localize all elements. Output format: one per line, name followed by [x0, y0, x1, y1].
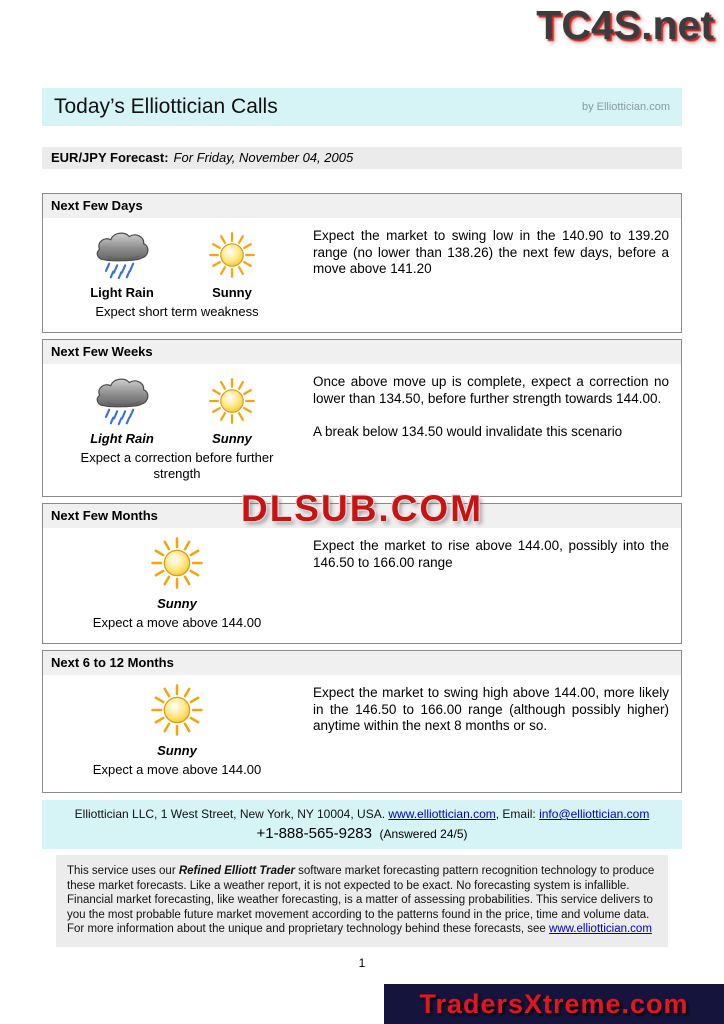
phone-number: +1-888-565-9283 [256, 825, 372, 842]
contact-footer [42, 800, 682, 849]
tradersxtreme-bar [384, 984, 724, 1024]
forecast-paragraph: A break below 134.50 would invalidate this scenario [313, 424, 623, 440]
weather-icon-block [74, 372, 170, 446]
byline: by Elliottician.com [581, 101, 670, 113]
email-label: , Email: [495, 807, 540, 821]
disclaimer-website-link[interactable]: www.elliottician.com [549, 923, 652, 936]
section-next-few-months [42, 503, 682, 644]
weather-icon-label: Sunny [157, 596, 197, 611]
sun-icon [150, 683, 204, 737]
disclaimer [56, 855, 668, 947]
rain-cloud-icon [90, 372, 154, 425]
page-title: Today’s Elliottician Calls [54, 95, 278, 118]
weather-icons-column [43, 218, 311, 332]
weather-icons-column [43, 364, 311, 496]
forecast-paragraph: Expect the market to rise above 144.00, possibly into the 146.50 to 166.00 range [313, 538, 669, 570]
forecast-text [311, 364, 681, 496]
weather-icon-label: Light Rain [90, 285, 154, 300]
section-title: Next 6 to 12 Months [43, 651, 681, 675]
sun-icon [208, 377, 256, 425]
section-title: Next Few Days [43, 194, 681, 218]
weather-caption: Expect a move above 144.00 [92, 762, 262, 777]
section-title: Next Few Weeks [43, 340, 681, 364]
section-next-few-days [42, 193, 682, 333]
phone-line [42, 825, 682, 843]
forecast-paragraph: Expect the market to swing high above 144.00, more likely in the 146.50 to 166.00 range (although possibly higher) anytime within the next 8 months or so. [313, 685, 669, 734]
page-number: 1 [358, 955, 366, 970]
weather-icon-block [129, 683, 225, 758]
section-next-6-to-12-months [42, 650, 682, 793]
weather-caption: Expect a move above 144.00 [92, 615, 262, 630]
forecast-date: For Friday, November 04, 2005 [173, 150, 354, 165]
weather-icon-block [74, 226, 170, 300]
weather-icon-label: Sunny [157, 743, 197, 758]
weather-icon-block [184, 231, 280, 300]
forecast-pair-label: EUR/JPY Forecast: [51, 150, 169, 165]
website-link[interactable]: www.elliottician.com [388, 807, 496, 821]
weather-icon-label: Light Rain [90, 431, 154, 446]
disclaimer-text: software market forecasting pattern recognition technology to produce these market forecasts. Like a weather report, it is not expected to be exact. No forecasting system is infallible. Financial market forecasting, like weather forecasting, is a matter of assessing probabilities. This service delivers to you the most probable future market movement according to the patterns found in the price, time and volume data. For more information about the unique and proprietary technology behind these forecasts, see [67, 865, 655, 936]
forecast-paragraph: Once above move up is complete, expect a correction no lower than 134.50, before further strength towards 144.00. [313, 374, 669, 406]
forecast-paragraph: Expect the market to swing low in the 140.90 to 139.20 range (no lower than 138.26) the next few days, before a move above 141.20 [313, 228, 669, 277]
weather-icon-label: Sunny [212, 285, 252, 300]
phone-note: (Answered 24/5) [379, 827, 468, 841]
weather-icon-block [184, 377, 280, 446]
weather-caption: Expect a correction before further strength [80, 450, 274, 482]
forecast-sections [42, 193, 682, 793]
sun-icon [150, 536, 204, 590]
forecast-text [311, 528, 681, 643]
sun-icon [208, 231, 256, 279]
weather-caption: Expect short term weakness [95, 304, 259, 319]
product-name: Refined Elliott Trader [178, 865, 295, 877]
weather-icons-column [43, 528, 311, 643]
forecast-text [311, 675, 681, 792]
weather-icon-label: Sunny [212, 431, 252, 446]
address-text: Elliottician LLC, 1 West Street, New York, NY 10004, USA. [74, 807, 389, 821]
disclaimer-text: This service uses our [67, 865, 179, 877]
forecast-pair-bar [42, 147, 682, 169]
email-link[interactable]: info@elliottician.com [539, 807, 650, 821]
dlsub-watermark: DLSUB.COM [240, 488, 484, 529]
section-title: Next Few Months [43, 504, 681, 528]
address-line [42, 807, 682, 821]
report-header [42, 88, 682, 126]
forecast-text [311, 218, 681, 332]
weather-icon-block [129, 536, 225, 611]
tc4s-logo: TC4S.net [536, 2, 714, 48]
tradersxtreme-logo: TradersXtreme.com [419, 988, 689, 1019]
section-next-few-weeks [42, 339, 682, 497]
rain-cloud-icon [90, 226, 154, 279]
weather-icons-column [43, 675, 311, 792]
